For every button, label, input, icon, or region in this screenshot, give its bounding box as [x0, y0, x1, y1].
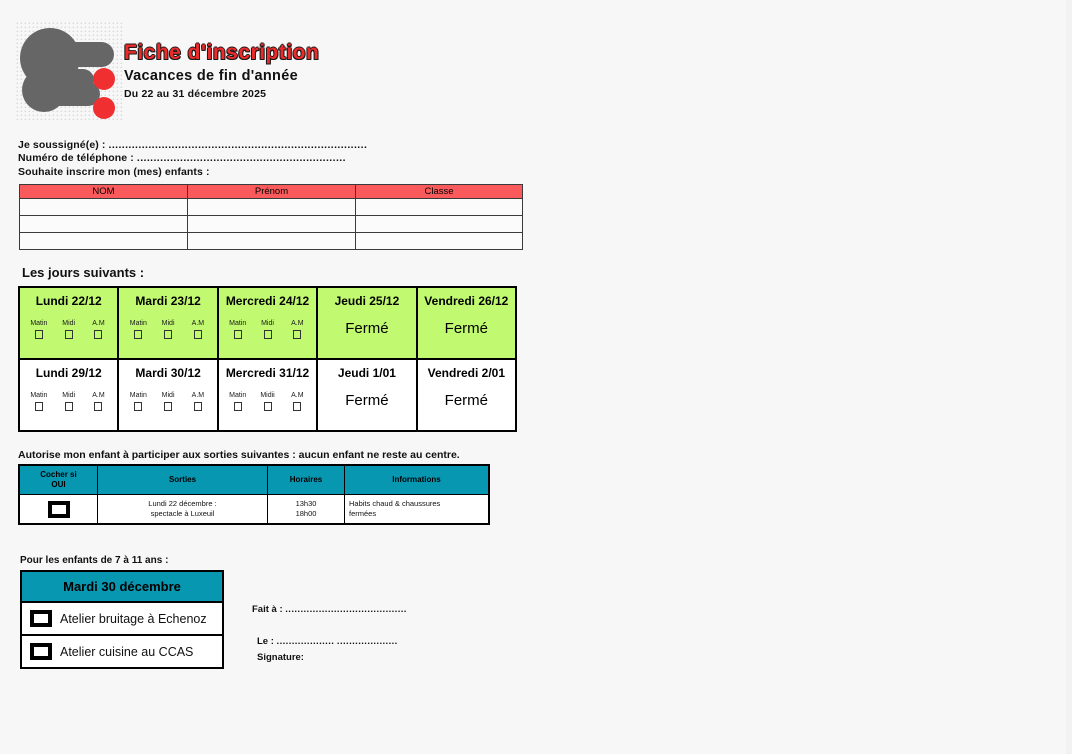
workshops-intro-label: Pour les enfants de 7 à 11 ans :	[20, 555, 169, 566]
sorties-table	[18, 464, 490, 525]
phone-line	[18, 152, 346, 164]
le-date-line	[257, 636, 482, 647]
slot-am[interactable]	[84, 392, 114, 411]
column-header-cocher	[19, 465, 98, 495]
horaire-line1: 13h30	[295, 499, 317, 508]
calendar-slot-group	[219, 380, 316, 411]
slot-label: Midi	[161, 320, 175, 327]
workshop-item-cuisine[interactable]	[22, 634, 222, 667]
cell-cocher[interactable]	[19, 495, 98, 525]
calendar-day-status: Fermé	[444, 392, 488, 409]
workshop-label: Atelier bruitage à Echenoz	[60, 611, 207, 626]
slot-label: Midi	[62, 320, 76, 327]
calendar-day-mardi-30-12[interactable]	[117, 360, 216, 430]
signature-block	[252, 604, 482, 663]
slot-matin[interactable]	[24, 320, 54, 339]
slot-label: Midi	[161, 392, 175, 399]
workshops-header: Mardi 30 décembre	[22, 572, 222, 603]
slot-checkbox[interactable]	[264, 402, 272, 411]
slot-checkbox[interactable]	[293, 402, 301, 411]
calendar-day-mercredi-31-12[interactable]	[217, 360, 316, 430]
slot-am[interactable]	[282, 392, 312, 411]
slot-checkbox[interactable]	[35, 330, 43, 339]
calendar-day-status: Fermé	[345, 392, 389, 409]
calendar-day-status: Fermé	[345, 320, 389, 337]
cell-prenom[interactable]	[188, 199, 356, 216]
children-names-table	[19, 184, 523, 250]
cell-nom[interactable]	[20, 233, 188, 250]
sortie-checkbox[interactable]	[48, 501, 70, 518]
slot-matin[interactable]	[24, 392, 54, 411]
calendar-day-jeudi-1-01	[316, 360, 415, 430]
slot-am[interactable]	[282, 320, 312, 339]
slot-checkbox[interactable]	[35, 402, 43, 411]
calendar-slot-group	[119, 308, 216, 339]
slot-checkbox[interactable]	[234, 330, 242, 339]
slot-checkbox[interactable]	[164, 330, 172, 339]
calendar-day-name: Lundi 22/12	[35, 294, 102, 308]
calendar-day-name: Mardi 23/12	[135, 294, 201, 308]
calendar-slot-group	[219, 308, 316, 339]
slot-checkbox[interactable]	[94, 330, 102, 339]
table-row	[20, 216, 523, 233]
slot-midi[interactable]	[253, 392, 283, 411]
undersigned-line	[18, 139, 367, 151]
table-row	[20, 199, 523, 216]
undersigned-label: Je soussigné(e) :	[18, 139, 106, 151]
calendar-grid	[18, 286, 517, 432]
calendar-day-name: Jeudi 25/12	[334, 294, 400, 308]
slot-label: Midii	[260, 392, 275, 399]
cell-informations	[345, 495, 490, 525]
slot-matin[interactable]	[123, 320, 153, 339]
calendar-day-name: Vendredi 2/01	[427, 366, 506, 380]
document-dates: Du 22 au 31 décembre 2025	[124, 88, 267, 101]
slot-matin[interactable]	[223, 392, 253, 411]
workshop-checkbox[interactable]	[30, 643, 52, 660]
slot-matin[interactable]	[123, 392, 153, 411]
workshop-checkbox[interactable]	[30, 610, 52, 627]
calendar-section-label: Les jours suivants :	[22, 265, 145, 280]
document-subtitle: Vacances de fin d'année	[124, 68, 298, 85]
calendar-week-row	[20, 358, 515, 430]
slot-label: Midi	[261, 320, 274, 327]
slot-am[interactable]	[183, 392, 213, 411]
sortie-line2: spectacle à Luxeuil	[150, 509, 215, 519]
cell-classe[interactable]	[356, 233, 523, 250]
le-blank-2[interactable]: ....................	[336, 636, 398, 647]
info-line1: Habits chaud & chaussures	[349, 499, 441, 508]
cell-prenom[interactable]	[188, 233, 356, 250]
sorties-intro-label: Autorise mon enfant à participer aux sorties suivantes : aucun enfant ne reste au centre.	[18, 449, 460, 461]
calendar-slot-group	[20, 380, 117, 411]
cocher-line2: OUI	[51, 480, 66, 489]
slot-label: A.M	[291, 320, 304, 327]
column-header-informations: Informations	[345, 465, 490, 495]
calendar-day-vendredi-2-01	[416, 360, 515, 430]
calendar-day-name: Vendredi 26/12	[424, 294, 509, 308]
title-block	[124, 41, 424, 100]
slot-label: A.M	[191, 392, 205, 399]
slot-label: Matin	[30, 320, 48, 327]
phone-blank[interactable]: ...............................................................	[136, 152, 346, 164]
column-header-horaires: Horaires	[268, 465, 345, 495]
slot-label: A.M	[291, 392, 304, 399]
slot-midi[interactable]	[153, 320, 183, 339]
calendar-day-name: Mercredi 31/12	[225, 366, 310, 380]
fait-a-label: Fait à :	[252, 604, 283, 615]
workshop-item-bruitage[interactable]	[22, 603, 222, 634]
column-header-prenom: Prénom	[188, 185, 356, 199]
children-intro-label: Souhaite inscrire mon (mes) enfants :	[18, 166, 210, 178]
cell-prenom[interactable]	[188, 216, 356, 233]
horaire-line2: 18h00	[295, 509, 317, 519]
calendar-day-status: Fermé	[444, 320, 488, 337]
phone-label: Numéro de téléphone :	[18, 152, 134, 164]
undersigned-blank[interactable]: ..............................................................................	[108, 139, 368, 151]
calendar-day-name: Lundi 29/12	[35, 366, 102, 380]
calendar-day-name: Mercredi 24/12	[225, 294, 310, 308]
fait-a-blank[interactable]: ........................................	[285, 604, 407, 615]
cell-nom[interactable]	[20, 216, 188, 233]
slot-midi[interactable]	[253, 320, 283, 339]
slot-midi[interactable]	[153, 392, 183, 411]
slot-checkbox[interactable]	[134, 330, 142, 339]
slot-label: A.M	[191, 320, 205, 327]
slot-am[interactable]	[84, 320, 114, 339]
cocher-line1: Cocher si	[40, 470, 77, 479]
slot-matin[interactable]	[223, 320, 253, 339]
slot-label: Midi	[62, 392, 76, 399]
slot-checkbox[interactable]	[194, 402, 202, 411]
slot-checkbox[interactable]	[194, 330, 202, 339]
slot-checkbox[interactable]	[65, 402, 73, 411]
page-right-margin	[1066, 0, 1072, 754]
slot-label: A.M	[92, 392, 105, 399]
fait-a-line	[252, 604, 482, 615]
table-header-row	[19, 465, 489, 495]
cell-classe[interactable]	[356, 216, 523, 233]
calendar-day-name: Jeudi 1/01	[337, 366, 396, 380]
document-header	[16, 22, 436, 122]
slot-checkbox[interactable]	[94, 402, 102, 411]
document-title: Fiche d'inscription	[124, 41, 320, 64]
table-row	[19, 495, 489, 525]
slot-checkbox[interactable]	[65, 330, 73, 339]
slot-label: Matin	[30, 392, 48, 399]
workshops-box	[20, 570, 224, 669]
calendar-day-jeudi-25-12	[316, 288, 415, 358]
le-blank-1[interactable]: ...................	[276, 636, 335, 647]
slot-checkbox[interactable]	[134, 402, 142, 411]
column-header-classe: Classe	[356, 185, 523, 199]
slot-label: Matin	[229, 392, 247, 399]
workshop-label: Atelier cuisine au CCAS	[60, 644, 194, 659]
calendar-day-vendredi-26-12	[416, 288, 515, 358]
slot-label: Matin	[229, 320, 247, 327]
slot-checkbox[interactable]	[234, 402, 242, 411]
calendar-day-name: Mardi 30/12	[135, 366, 201, 380]
calendar-slot-group	[119, 380, 216, 411]
slot-checkbox[interactable]	[264, 330, 272, 339]
cell-sortie	[98, 495, 268, 525]
signature-label: Signature:	[257, 652, 304, 663]
calendar-day-lundi-29-12[interactable]	[20, 360, 117, 430]
slot-checkbox[interactable]	[293, 330, 301, 339]
slot-label: Matin	[129, 320, 147, 327]
comet-logo	[16, 22, 124, 120]
slot-midi[interactable]	[54, 392, 84, 411]
calendar-day-mercredi-24-12[interactable]	[217, 288, 316, 358]
slot-checkbox[interactable]	[164, 402, 172, 411]
sortie-line1: Lundi 22 décembre :	[148, 499, 217, 508]
calendar-week-row	[20, 288, 515, 358]
calendar-day-lundi-22-12[interactable]	[20, 288, 117, 358]
table-row	[20, 233, 523, 250]
calendar-day-mardi-23-12[interactable]	[117, 288, 216, 358]
info-line2: fermées	[349, 509, 377, 519]
column-header-sorties: Sorties	[98, 465, 268, 495]
le-label: Le :	[257, 636, 274, 647]
slot-label: Matin	[129, 392, 147, 399]
slot-am[interactable]	[183, 320, 213, 339]
cell-horaires	[268, 495, 345, 525]
column-header-nom: NOM	[20, 185, 188, 199]
slot-midi[interactable]	[54, 320, 84, 339]
slot-label: A.M	[92, 320, 105, 327]
calendar-slot-group	[20, 308, 117, 339]
cell-classe[interactable]	[356, 199, 523, 216]
cell-nom[interactable]	[20, 199, 188, 216]
table-header-row	[20, 185, 523, 199]
